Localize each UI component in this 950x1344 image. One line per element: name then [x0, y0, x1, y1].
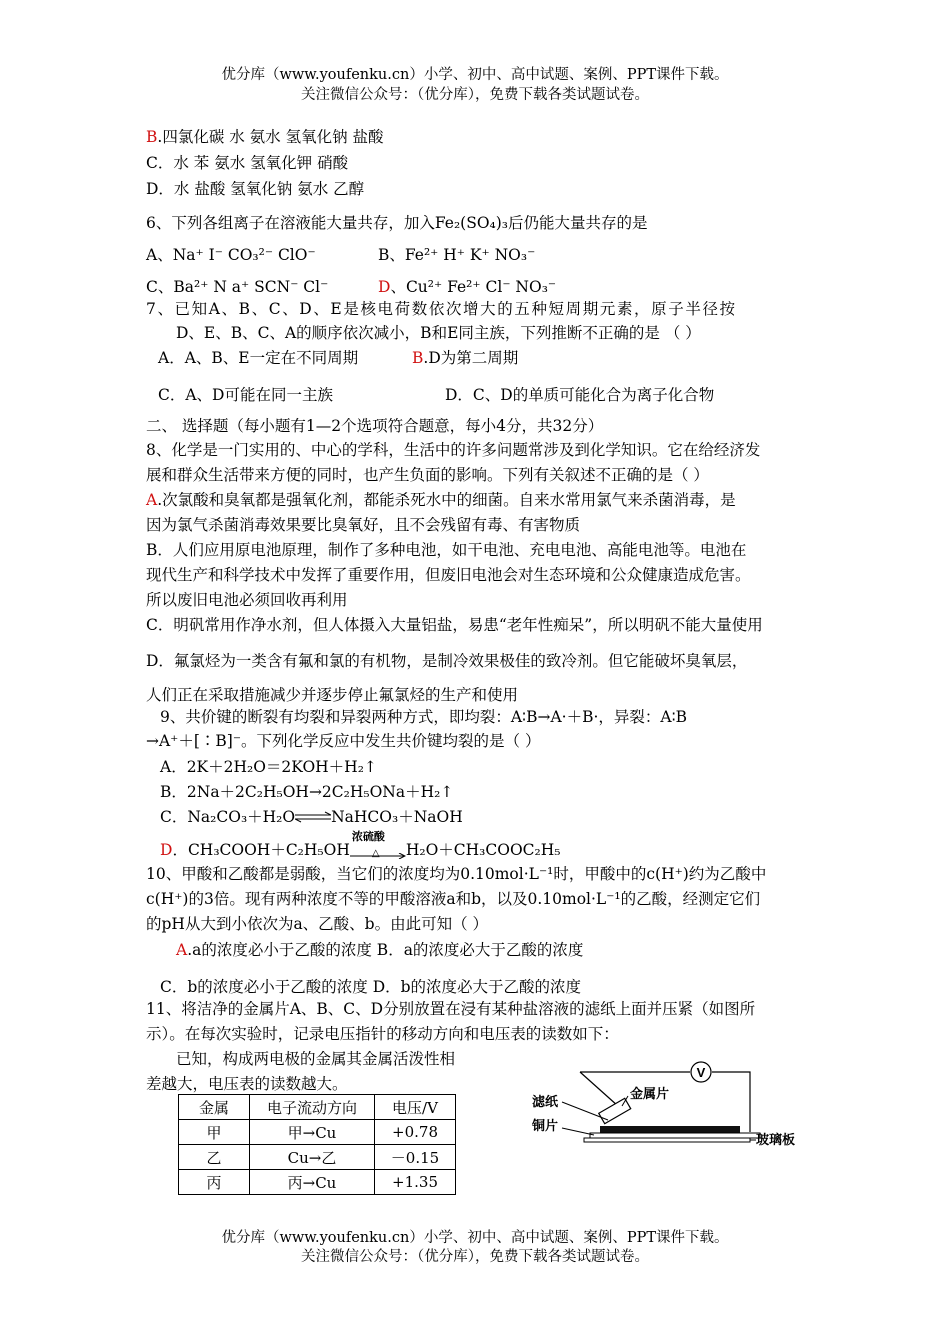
q11-line-3: 已知，构成两电极的金属其金属活泼性相: [176, 1050, 456, 1068]
q5-option-b-letter: B: [146, 128, 158, 146]
q7-line-1: 7、已知A、B、C、D、E是核电荷数依次增大的五种短周期元素，原子半径按: [146, 300, 737, 318]
table-cell: 甲→Cu: [250, 1120, 375, 1145]
q10-options-ab: [176, 940, 583, 960]
q8-option-d-line-1: D．氟氯烃为一类含有氟和氯的有机物，是制冷效果极佳的致冷剂。但它能破坏臭氧层，: [146, 652, 748, 670]
q6-option-d-text: 、Cu²⁺ Fe²⁺ Cl⁻ NO₃⁻: [390, 278, 557, 296]
filter-paper-label: 滤纸: [532, 1094, 559, 1109]
q7-option-b: [412, 348, 518, 368]
q9-option-c: [160, 807, 463, 828]
section-2-title: 二、 选择题（每小题有1—2个选项符合题意，每小4分，共32分）: [146, 417, 604, 435]
table-row: [179, 1170, 456, 1195]
q9-line-2: →A⁺＋[∶B]⁻。下列化学反应中发生共价键均裂的是（ ）: [146, 732, 541, 750]
q7-option-b-letter: B: [412, 349, 424, 367]
q7-option-a: A．A、B、E一定在不同周期: [158, 349, 359, 367]
q6-stem: 6、下列各组离子在溶液能大量共存，加入Fe₂(SO₄)₃后仍能大量共存的是: [146, 214, 648, 232]
table-header-cell: 电子流动方向: [250, 1095, 375, 1120]
q7-option-b-text: .D为第二周期: [423, 349, 519, 367]
q8-option-a-letter: A: [146, 491, 158, 509]
reversible-arrow-icon: [295, 808, 331, 828]
voltmeter-icon: [691, 1062, 711, 1082]
table-cell: Cu→乙: [250, 1145, 375, 1170]
q8-option-b-line-3: 所以废旧电池必须回收再利用: [146, 591, 348, 609]
q6-option-a: A、Na⁺ I⁻ CO₃²⁻ ClO⁻: [146, 246, 316, 264]
q11-line-2: 示）。在每次实验时，记录电压指针的移动方向和电压表的读数如下：: [146, 1025, 619, 1043]
q9-option-d-right: H₂O＋CH₃COOC₂H₅: [405, 841, 561, 859]
voltage-table: [178, 1094, 456, 1195]
wire-left: [580, 1072, 618, 1106]
footer-line-1: 优分库（www.youfenku.cn）小学、初中、高中试题、案例、PPT课件下载。: [221, 1230, 729, 1246]
q8-option-a-line-1: [146, 490, 736, 510]
metal-sheet-label: 金属片: [630, 1086, 670, 1101]
q5-option-b-text: .四氯化碳 水 氨水 氢氧化钠 盐酸: [157, 128, 384, 146]
q10-options-ab-text: .a的浓度必小于乙酸的浓度 B．a的浓度必大于乙酸的浓度: [187, 941, 584, 959]
table-cell: +0.78: [375, 1120, 456, 1145]
table-row: [179, 1120, 456, 1145]
q8-option-c: C．明矾常用作净水剂，但人体摄入大量铝盐，易患“老年性痴呆”，所以明矾不能大量使用: [146, 616, 763, 634]
q11-line-1: 11、将洁净的金属片A、B、C、D分别放置在浸有某种盐溶液的滤纸上面并压紧（如图所: [146, 1000, 756, 1018]
q5-option-d: D．水 盐酸 氢氧化钠 氨水 乙醇: [146, 180, 365, 198]
table-row: [179, 1145, 456, 1170]
copper-sheet-label: 铜片: [532, 1118, 559, 1133]
table-cell: 丙: [179, 1170, 250, 1195]
table-cell: 甲: [179, 1120, 250, 1145]
q11-line-4: 差越大，电压表的读数越大。: [146, 1075, 348, 1093]
reaction-condition-bottom: △: [371, 848, 380, 859]
q5-option-c: C．水 苯 氨水 氢氧化钾 硝酸: [146, 154, 349, 172]
copper-sheet-icon: [590, 1133, 760, 1138]
reaction-condition-top: 浓硫酸: [351, 830, 385, 843]
q10-option-a-letter: A: [176, 941, 188, 959]
glass-plate-icon: [584, 1138, 750, 1142]
q8-option-b-line-2: 现代生产和科学技术中发挥了重要作用，但废旧电池会对生态环境和公众健康造成危害。: [146, 566, 751, 584]
q7-option-d: D．C、D的单质可能化合为离子化合物: [445, 386, 715, 404]
q7-option-c: C．A、D可能在同一主族: [158, 386, 333, 404]
table-header-row: [179, 1095, 456, 1120]
wire-right-2: [712, 1072, 750, 1132]
q10-line-2: c(H⁺)的3倍。现有两种浓度不等的甲酸溶液a和b，以及0.10mol·L⁻¹的乙酸，经测定它们: [146, 890, 761, 908]
q6-option-d: [378, 277, 556, 297]
q6-option-d-letter: D: [378, 278, 391, 296]
q8-option-b-line-1: B．人们应用原电池原理，制作了多种电池，如干电池、充电电池、高能电池等。电池在: [146, 541, 747, 559]
table-header-cell: 金属: [179, 1095, 250, 1120]
q6-option-c: C、Ba²⁺ N a⁺ SCN⁻ Cl⁻: [146, 278, 329, 296]
q8-option-a-text: .次氯酸和臭氧都是强氧化剂，都能杀死水中的细菌。自来水常用氯气来杀菌消毒，是: [157, 491, 736, 509]
q9-option-b: B．2Na＋2C₂H₅OH→2C₂H₅ONa＋H₂↑: [160, 783, 454, 801]
q8-option-a-line-2: 因为氯气杀菌消毒效果要比臭氧好，且不会残留有毒、有害物质: [146, 516, 581, 534]
filter-paper-icon: [600, 1126, 740, 1133]
table-header-cell: 电压/V: [375, 1095, 456, 1120]
header-line-2: 关注微信公众号：（优分库），免费下载各类试题试卷。: [301, 87, 649, 103]
table-cell: 丙→Cu: [250, 1170, 375, 1195]
q9-line-1: 9、共价键的断裂有均裂和异裂两种方式，即均裂：A∶B→A·＋B·，异裂：A∶B: [160, 708, 688, 726]
q10-options-cd: C．b的浓度必小于乙酸的浓度 D．b的浓度必大于乙酸的浓度: [160, 978, 582, 996]
q9-option-d-letter: D: [160, 841, 173, 859]
footer-line-2: 关注微信公众号：（优分库），免费下载各类试题试卷。: [301, 1249, 649, 1265]
q8-line-1: 8、化学是一门实用的、中心的学科，生活中的许多问题常涉及到化学知识。它在给经济发: [146, 441, 761, 459]
table-cell: +1.35: [375, 1170, 456, 1195]
q9-option-c-left: C．Na₂CO₃＋H₂O: [160, 808, 296, 826]
q9-option-d-left: ．CH₃COOH＋C₂H₅OH: [172, 841, 350, 859]
q5-option-b: [146, 127, 384, 147]
q8-option-d-line-2: 人们正在采取措施减少并逐步停止氟氯烃的生产和使用: [146, 686, 519, 704]
reaction-condition: [350, 830, 406, 860]
apparatus-diagram: [528, 1058, 818, 1162]
header-line-1: 优分库（www.youfenku.cn）小学、初中、高中试题、案例、PPT课件下载。: [221, 67, 729, 83]
table-cell: －0.15: [375, 1145, 456, 1170]
q6-option-b: B、Fe²⁺ H⁺ K⁺ NO₃⁻: [378, 246, 536, 264]
q9-option-c-right: NaHCO₃＋NaOH: [331, 808, 463, 826]
q10-line-1: 10、甲酸和乙酸都是弱酸，当它们的浓度均为0.10mol·L⁻¹时，甲酸中的c(H⁺)约为乙酸中: [146, 865, 767, 883]
q7-line-2: D、E、B、C、A的顺序依次减小，B和E同主族，下列推断不正确的是 （ ）: [176, 324, 701, 342]
q9-option-a: A．2K＋2H₂O＝2KOH＋H₂↑: [160, 758, 377, 776]
q9-option-d: [160, 830, 561, 860]
glass-plate-label: 玻璃板: [756, 1132, 796, 1147]
voltmeter-label: V: [696, 1065, 706, 1080]
metal-sheet-icon: [599, 1098, 631, 1123]
q8-line-2: 展和群众生活带来方便的同时，也产生负面的影响。下列有关叙述不正确的是（ ）: [146, 466, 709, 484]
table-cell: 乙: [179, 1145, 250, 1170]
q10-line-3: 的pH从大到小依次为a、乙酸、b。由此可知（ ）: [146, 915, 489, 933]
